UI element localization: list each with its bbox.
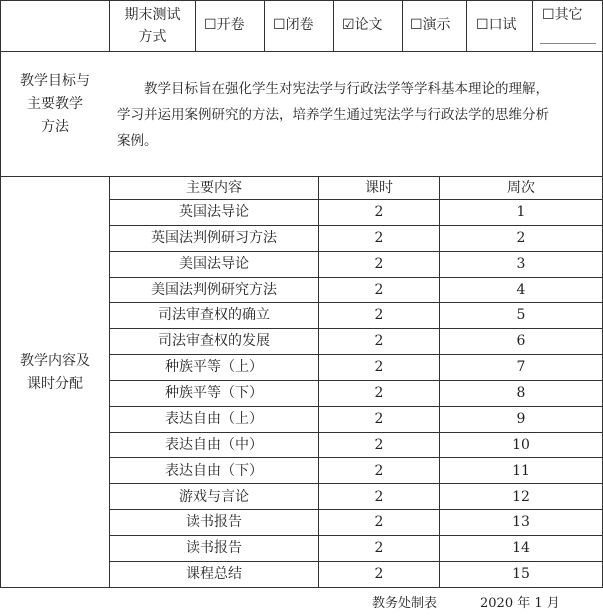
cell-topic: 表达自由（上） bbox=[165, 410, 263, 427]
cell-topic: 表达自由（下） bbox=[165, 462, 263, 479]
cell-topic: 美国法导论 bbox=[179, 255, 249, 272]
objectives-label-line1: 教学目标与 bbox=[20, 73, 90, 89]
cell-week: 4 bbox=[516, 281, 526, 298]
checkbox-icon: ☐ bbox=[542, 7, 555, 23]
cell-topic: 读书报告 bbox=[186, 540, 242, 557]
cell-topic: 表达自由（中） bbox=[165, 436, 263, 453]
cell-hours: 2 bbox=[374, 488, 384, 505]
cell-topic: 游戏与言论 bbox=[179, 488, 249, 505]
exam-option-presentation[interactable]: ☐演示 bbox=[410, 17, 451, 33]
exam-option-open-book[interactable]: ☐开卷 bbox=[204, 17, 245, 33]
cell-topic: 美国法判例研究方法 bbox=[151, 281, 277, 298]
cell-week: 8 bbox=[516, 385, 526, 402]
header-week: 周次 bbox=[507, 180, 535, 196]
objectives-label-line3: 方法 bbox=[41, 119, 69, 135]
exam-label-line2: 方式 bbox=[138, 29, 167, 45]
cell-week: 14 bbox=[512, 540, 530, 557]
cell-hours: 2 bbox=[374, 462, 384, 479]
checkbox-checked-icon: ☑ bbox=[342, 17, 355, 33]
checkbox-icon: ☐ bbox=[410, 17, 423, 33]
cell-hours: 2 bbox=[374, 281, 384, 298]
footer-issuer: 教务处制表 bbox=[372, 596, 438, 611]
cell-week: 2 bbox=[516, 229, 526, 246]
objectives-label-line2: 主要教学 bbox=[27, 96, 83, 112]
cell-week: 3 bbox=[516, 255, 526, 272]
cell-hours: 2 bbox=[374, 385, 384, 402]
cell-hours: 2 bbox=[374, 436, 384, 453]
cell-topic: 英国法导论 bbox=[179, 204, 249, 220]
cell-hours: 2 bbox=[374, 255, 384, 272]
content-label-line1: 教学内容及 bbox=[20, 353, 90, 369]
cell-hours: 2 bbox=[374, 229, 384, 246]
cell-hours: 2 bbox=[374, 566, 384, 583]
cell-week: 7 bbox=[516, 359, 526, 376]
checkbox-icon: ☐ bbox=[476, 17, 489, 33]
cell-hours: 2 bbox=[374, 359, 384, 376]
cell-week: 1 bbox=[516, 204, 526, 220]
cell-topic: 读书报告 bbox=[186, 514, 242, 531]
other-fill-blank bbox=[540, 43, 596, 44]
footer-date: 2020 年 1 月 bbox=[480, 596, 560, 611]
objectives-text-line2: 学习并运用案例研究的方法，培养学生通过宪法学与行政法学的思维分析 bbox=[117, 107, 549, 123]
cell-week: 9 bbox=[516, 410, 526, 427]
cell-hours: 2 bbox=[374, 514, 384, 531]
cell-hours: 2 bbox=[374, 540, 384, 557]
cell-week: 10 bbox=[512, 436, 530, 453]
checkbox-icon: ☐ bbox=[273, 17, 286, 33]
objectives-text-line1: 教学目标旨在强化学生对宪法学与行政法学等学科基本理论的理解， bbox=[144, 81, 549, 97]
exam-option-paper[interactable]: ☑论文 bbox=[342, 17, 383, 33]
cell-week: 13 bbox=[512, 514, 530, 531]
exam-option-other[interactable]: ☐其它 bbox=[542, 7, 583, 23]
cell-topic: 英国法判例研习方法 bbox=[151, 229, 277, 246]
cell-topic: 司法审查权的发展 bbox=[158, 333, 270, 350]
exam-option-closed-book[interactable]: ☐闭卷 bbox=[273, 17, 314, 33]
header-topic: 主要内容 bbox=[186, 180, 242, 196]
exam-option-oral[interactable]: ☐口试 bbox=[476, 17, 517, 33]
checkbox-icon: ☐ bbox=[204, 17, 217, 33]
header-hours: 课时 bbox=[365, 180, 393, 196]
cell-week: 11 bbox=[512, 462, 530, 479]
cell-topic: 课程总结 bbox=[186, 566, 242, 583]
cell-topic: 种族平等（上） bbox=[165, 359, 263, 376]
cell-week: 5 bbox=[516, 307, 526, 324]
exam-label-line1: 期末测试 bbox=[124, 7, 181, 23]
cell-week: 6 bbox=[516, 333, 526, 350]
cell-hours: 2 bbox=[374, 410, 384, 427]
objectives-text-line3: 案例。 bbox=[117, 133, 158, 149]
content-label-line2: 课时分配 bbox=[27, 376, 83, 392]
cell-hours: 2 bbox=[374, 307, 384, 324]
cell-week: 12 bbox=[512, 488, 530, 505]
cell-hours: 2 bbox=[374, 333, 384, 350]
cell-topic: 种族平等（下） bbox=[165, 385, 263, 402]
cell-hours: 2 bbox=[374, 204, 384, 220]
cell-week: 15 bbox=[512, 566, 530, 583]
cell-topic: 司法审查权的确立 bbox=[158, 307, 270, 324]
